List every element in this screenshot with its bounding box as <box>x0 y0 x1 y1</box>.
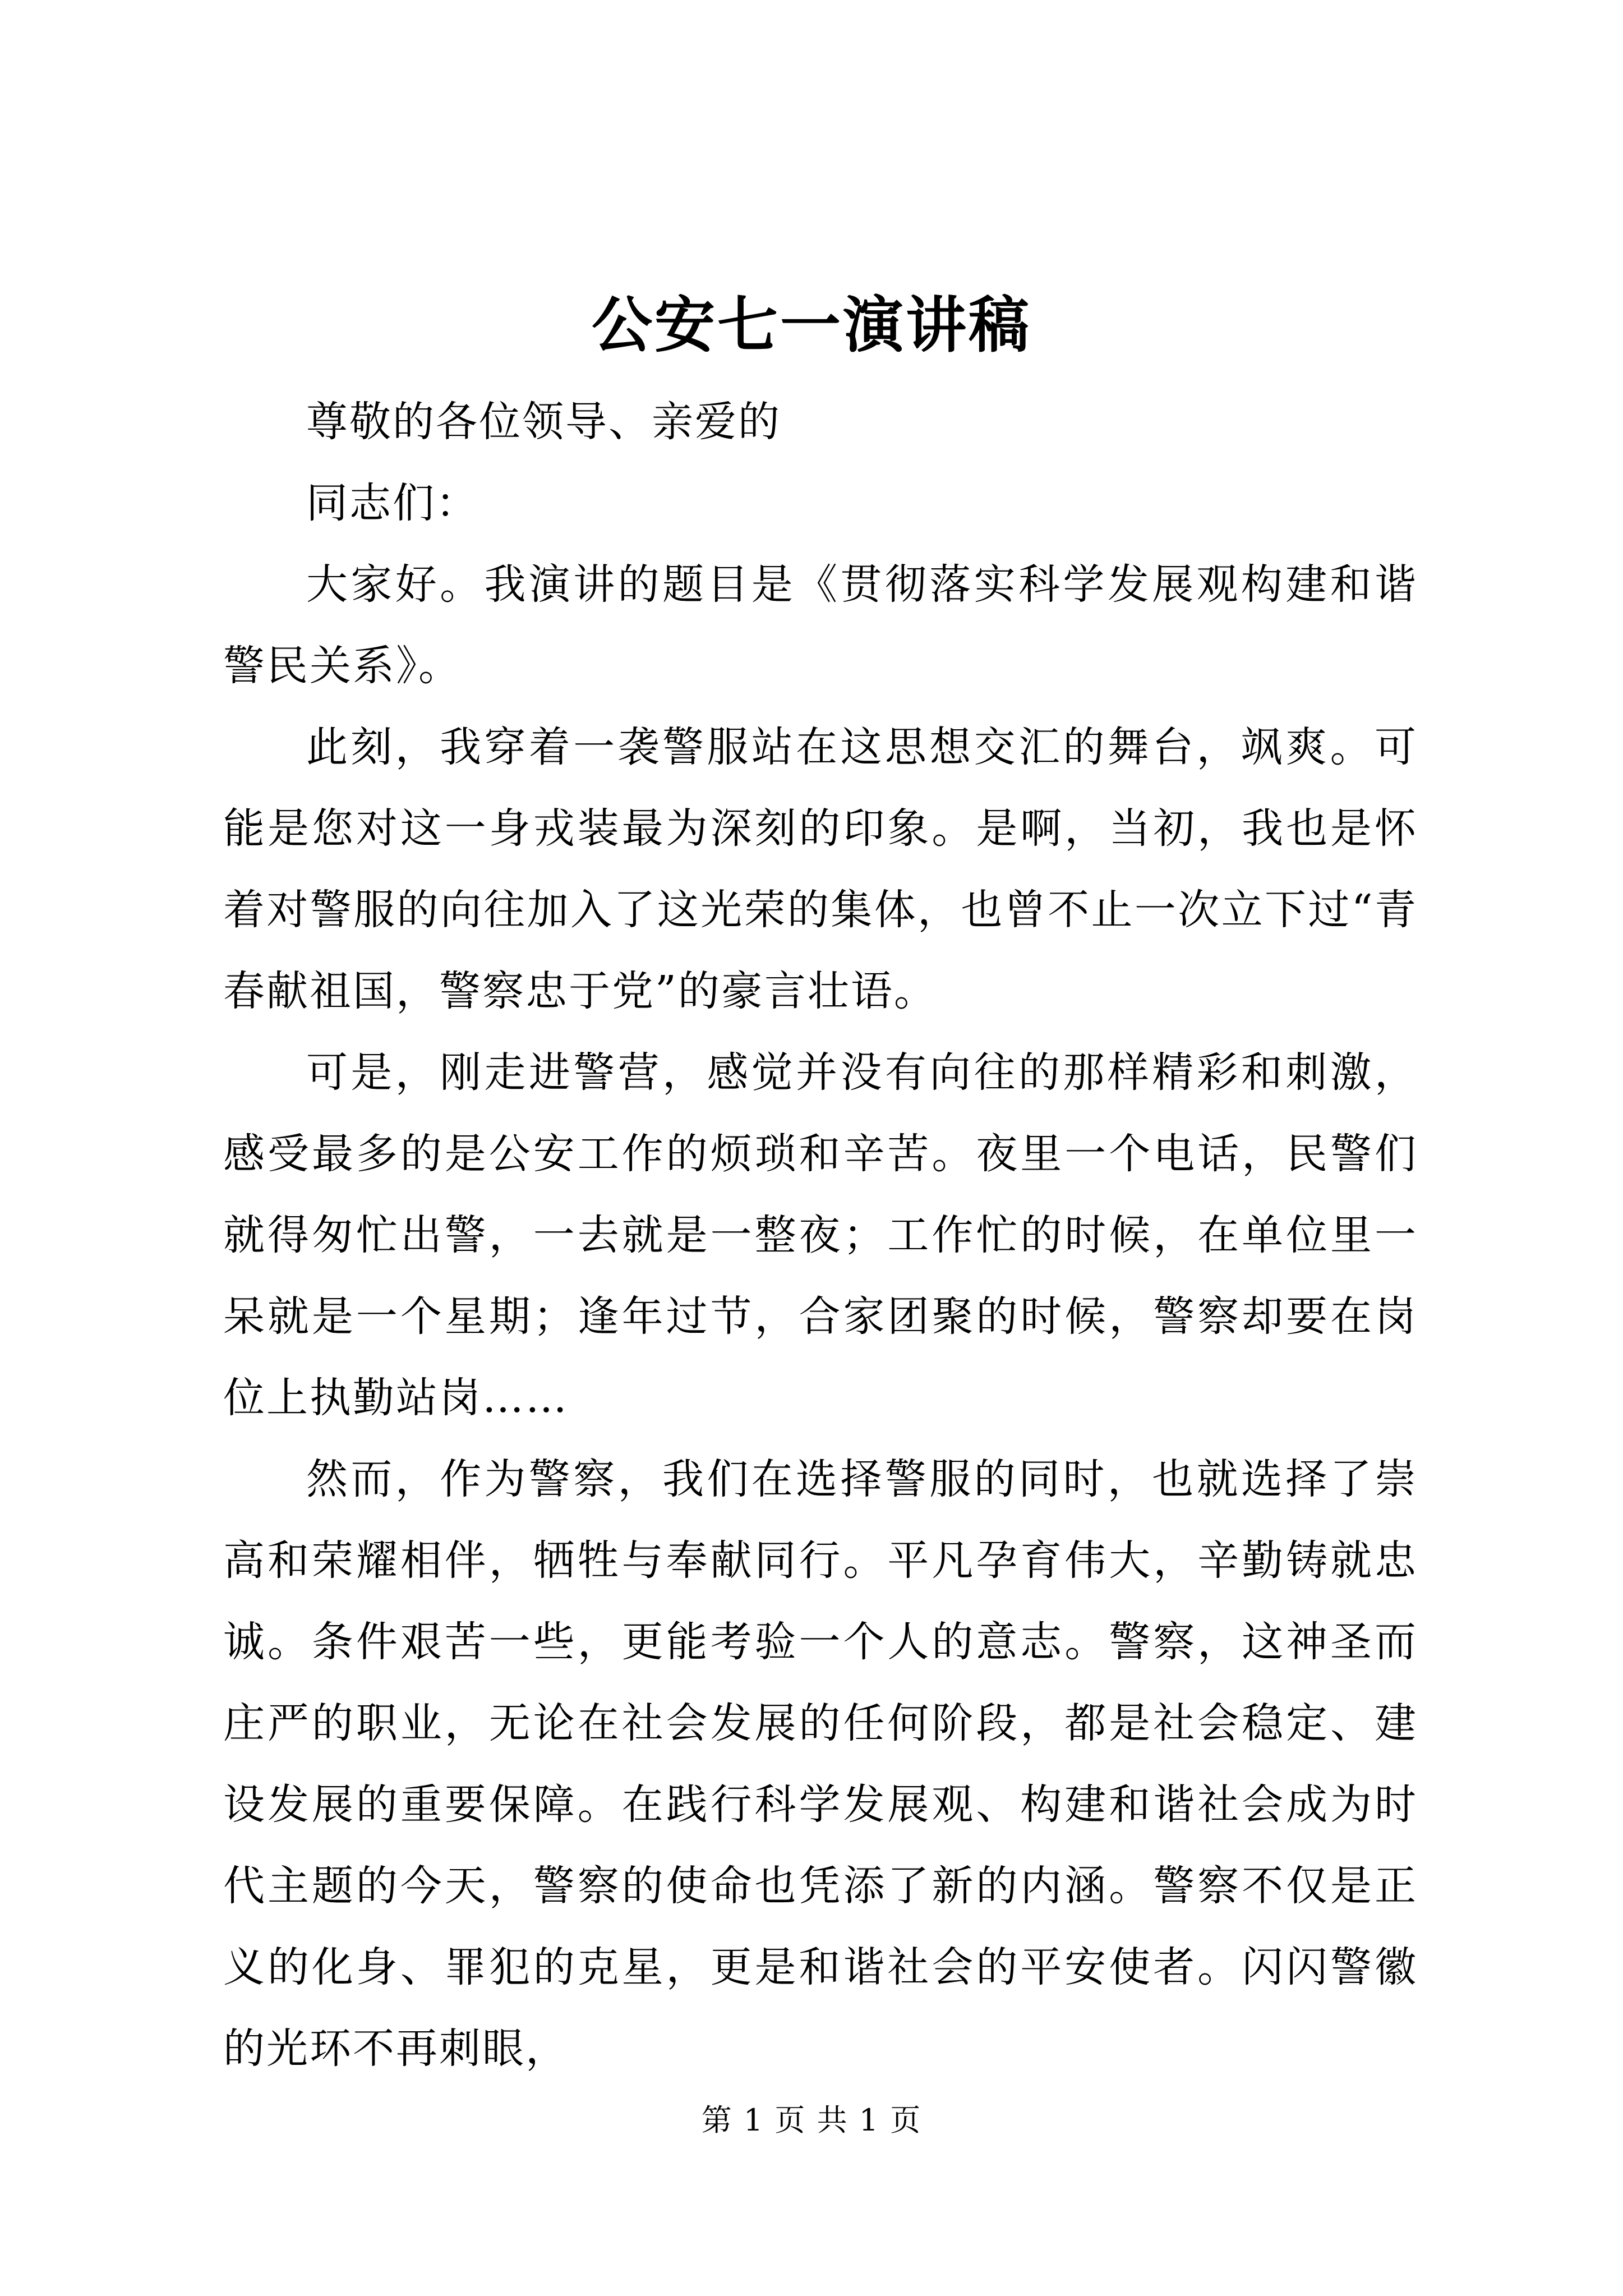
paragraph-salutation-continued: 同志们： <box>306 479 479 527</box>
paragraph-body-3: 然而，作为警察，我们在选择警服的同时，也就选择了崇高和荣耀相伴，牺牲与奉献同行。平凡孕育伟大，辛勤铸就忠诚。条件艰苦一些，更能考验一个人的意志。警察，这神圣而庄严的职业，无论在社会发展的任何阶段，都是社会稳定、建设发展的重要保障。在践行科学发展观、构建和谐社会成为时代主题的今天，警察的使命也凭添了新的内涵。警察不仅是正义的化身、罪犯的克星，更是和谐社会的平安使者。闪闪警徽的光环不再刺眼， <box>223 1455 1418 2073</box>
document-body <box>223 381 1418 2090</box>
paragraph-salutation: 尊敬的各位领导、亲爱的 <box>306 398 781 446</box>
document-title: 公安七一演讲稿 <box>591 290 1031 361</box>
paragraph-topic: 大家好。我演讲的题目是《贯彻落实科学发展观构建和谐警民关系》。 <box>223 560 1418 690</box>
page-number-footer: 第 1 页 共 1 页 <box>701 2102 922 2138</box>
paragraph-body-2: 可是，刚走进警营，感觉并没有向往的那样精彩和刺激，感受最多的是公安工作的烦琐和辛苦。夜里一个电话，民警们就得匆忙出警，一去就是一整夜；工作忙的时候，在单位里一呆就是一个星期；逢年过节，合家团聚的时候，警察却要在岗位上执勤站岗…… <box>223 1048 1418 1422</box>
paragraph-body-1: 此刻，我穿着一袭警服站在这思想交汇的舞台，飒爽。可能是您对这一身戎装最为深刻的印象。是啊，当初，我也是怀着对警服的向往加入了这光荣的集体，也曾不止一次立下过“青春献祖国，警察忠于党”的豪言壮语。 <box>223 723 1418 1015</box>
